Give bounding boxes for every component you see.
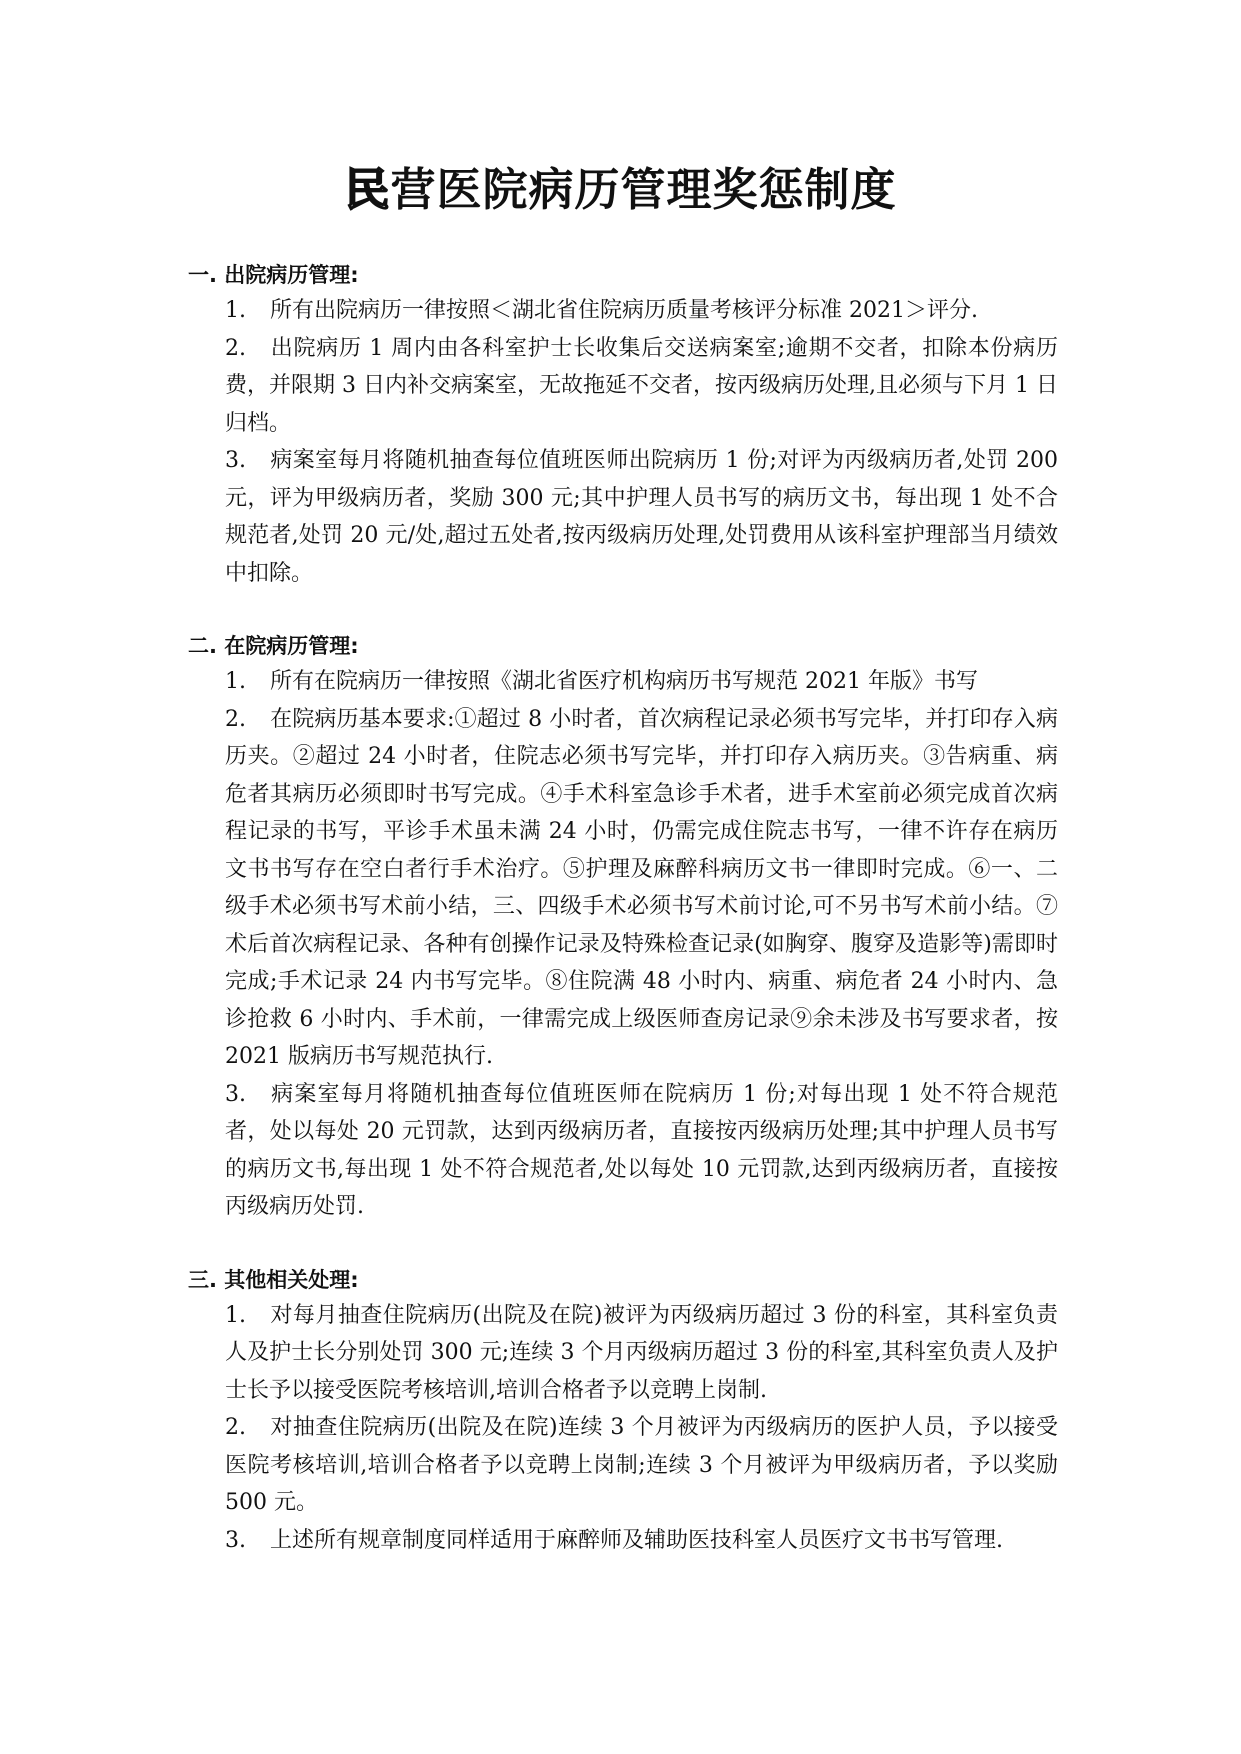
document-title-first-char: 民 (344, 163, 391, 216)
item-text: 出院病历 1 周内由各科室护士长收集后交送病案室;逾期不交者，扣除本份病历费，并限期 3 日内补交病案室，无故拖延不交者，按丙级病历处理,且必须与下月 1 日归档。 (225, 335, 1058, 436)
item-number: 1. (225, 298, 246, 323)
section-inpatient-records (188, 629, 1058, 1226)
list-item (225, 1076, 1058, 1226)
item-number: 3. (225, 1527, 246, 1553)
item-text: 对每月抽查住院病历(出院及在院)被评为丙级病历超过 3 份的科室，其科室负责人及护士长分别处罚 300 元;连续 3 个月丙级病历超过 3 份的科室,其科室负责人及护士长予以接受医院考核培训,培训合格者予以竞聘上岗制. (225, 1302, 1058, 1403)
item-number: 3. (225, 448, 246, 473)
item-number: 2. (225, 706, 246, 732)
list-item (225, 663, 1058, 701)
section-discharged-records (188, 258, 1058, 592)
item-number: 1. (225, 1302, 246, 1328)
item-text: 对抽查住院病历(出院及在院)连续 3 个月被评为丙级病历的医护人员，予以接受医院考核培训,培训合格者予以竞聘上岗制;连续 3 个月被评为甲级病历者，予以奖励 500 元。 (225, 1415, 1058, 1515)
item-number: 2. (225, 1415, 246, 1440)
item-number: 2. (225, 335, 246, 361)
section-other-handling (188, 1263, 1058, 1560)
item-text: 在院病历基本要求:①超过 8 小时者，首次病程记录必须书写完毕，并打印存入病历夹。②超过 24 小时者，住院志必须书写完毕，并打印存入病历夹。③告病重、病危者其病历必须即时书写完成。④手术科室急诊手术者，进手术室前必须完成首次病程记录的书写，平诊手术虽未满 24 小时，仍需完成住院志书写，一律不许存在病历文书书写存在空白者行手术治疗。⑤护理及麻醉科病历文书一律即时完成。⑥一、二级手术必须书写术前小结，三、四级手术必须书写术前讨论,可不另书写术前小结。⑦术后首次病程记录、各种有创操作记录及特殊检查记录(如胸穿、腹穿及造影等)需即时完成;手术记录 24 内书写完毕。⑧住院满 48 小时内、病重、病危者 24 小时内、急诊抢救 6 小时内、手术前，一律需完成上级医师查房记录⑨余未涉及书写要求者，按 2021 版病历书写规范执行. (225, 706, 1058, 1069)
item-text: 病案室每月将随机抽查每位值班医师出院病历 1 份;对评为丙级病历者,处罚 200 元，评为甲级病历者，奖励 300 元;其中护理人员书写的病历文书，每出现 1 处不合规范者,处罚 20 元/处,超过五处者,按丙级病历处理,处罚费用从该科室护理部当月绩效中扣除。 (225, 448, 1058, 586)
item-text: 上述所有规章制度同样适用于麻醉师及辅助医技科室人员医疗文书书写管理. (270, 1527, 1003, 1553)
list-item (225, 1522, 1058, 1560)
item-number: 1. (225, 669, 246, 694)
item-text: 所有在院病历一律按照《湖北省医疗机构病历书写规范 2021 年版》书写 (270, 669, 978, 694)
list-item (225, 1297, 1058, 1410)
document-body (188, 258, 1058, 1596)
document-title (0, 162, 1241, 218)
list-item (225, 292, 1058, 330)
list-item (225, 701, 1058, 1076)
section-heading: 一. 出院病历管理: (188, 263, 359, 287)
list-item (225, 1409, 1058, 1522)
item-number: 3. (225, 1081, 246, 1107)
list-item (225, 442, 1058, 592)
document-title-rest: 营医院病历管理奖惩制度 (390, 163, 897, 216)
section-heading: 三. 其他相关处理: (188, 1267, 359, 1292)
item-text: 所有出院病历一律按照＜湖北省住院病历质量考核评分标准 2021＞评分. (270, 298, 978, 323)
section-heading: 二. 在院病历管理: (188, 634, 359, 658)
item-text: 病案室每月将随机抽查每位值班医师在院病历 1 份;对每出现 1 处不符合规范者，处以每处 20 元罚款，达到丙级病历者，直接按丙级病历处理;其中护理人员书写的病历文书,每出现 1 处不符合规范者,处以每处 10 元罚款,达到丙级病历者，直接按丙级病历处罚. (225, 1081, 1058, 1219)
list-item (225, 330, 1058, 443)
